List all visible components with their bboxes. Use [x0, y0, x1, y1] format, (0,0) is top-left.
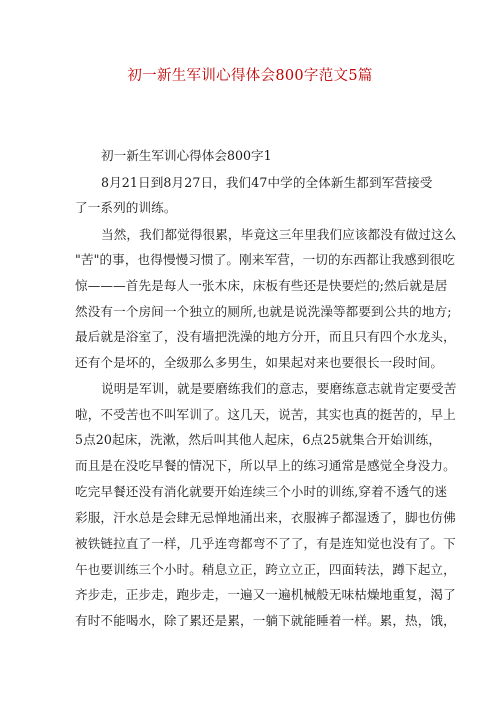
text-line: 了一系列的训练。 — [75, 200, 177, 215]
text-line: 有时不能喝水，除了累还是累，一躺下就能睡着一样。累，热，饿， — [75, 613, 456, 628]
text-line: 最后就是浴室了，没有墙把洗澡的地方分开，而且只有四个水龙头， — [75, 329, 456, 344]
text-line: 而且是在没吃早餐的情况下，所以早上的练习通常是感觉全身没力。 — [75, 458, 456, 473]
text-line: 齐步走，正步走，跑步走，一遍又一遍机械般无味枯燥地重复，渴了 — [75, 587, 456, 602]
text-line: 惊———首先是每人一张木床，床板有些还是快要烂的;然后就是居 — [75, 278, 448, 293]
section-subtitle: 初一新生军训心得体会800字1 — [101, 148, 272, 163]
text-line: 午也要训练三个小时。稍息立正，跨立立正，四面转法，蹲下起立， — [75, 562, 456, 577]
text-line: 5点20起床，洗漱，然后叫其他人起床，6点25就集合开始训练， — [75, 432, 442, 447]
text-line: 被铁链拉直了一样，几乎连弯都弯不了了，有是连知觉也没有了。下 — [75, 536, 456, 551]
document-title: 初一新生军训心得体会800字范文5篇 — [127, 68, 373, 84]
text-line: 还有个是坏的，全级那么多男生，如果起对来也要很长一段时间。 — [75, 355, 444, 370]
text-line: 吃完早餐还没有消化就要开始连续三个小时的训练,穿着不透气的迷 — [75, 484, 448, 499]
text-line: 8月21日到8月27日，我们47中学的全体新生都到军营接受 — [101, 175, 433, 190]
text-line: 说明是军训，就是要磨练我们的意志，要磨练意志就肯定要受苦 — [101, 381, 457, 396]
text-line: 啦，不受苦也不叫军训了。这几天，说苦，其实也真的挺苦的，早上 — [75, 407, 456, 422]
text-line: 当然，我们都觉得很累，毕竟这三年里我们应该都没有做过这么 — [101, 227, 457, 242]
text-line: 彩服，汗水总是会肆无忌惮地涌出来，衣服裤子都湿透了，脚也仿佛 — [75, 510, 456, 525]
text-line: 然没有一个房间一个独立的厕所,也就是说洗澡等都要到公共的地方; — [75, 304, 452, 319]
text-line: "苦"的事，也得慢慢习惯了。刚来军营，一切的东西都让我感到很吃 — [75, 252, 455, 267]
